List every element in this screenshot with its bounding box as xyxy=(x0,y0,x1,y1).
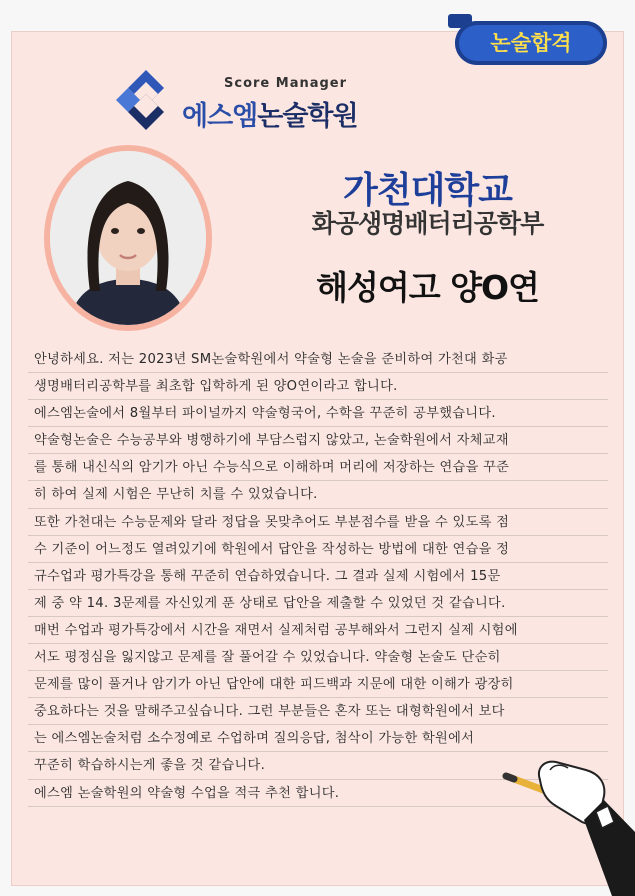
logo-subtitle: Score Manager xyxy=(224,76,348,91)
hand-with-pen-icon xyxy=(500,740,635,896)
logo-name-part1: 에스엠 xyxy=(182,101,258,132)
student-portrait-icon xyxy=(50,151,206,325)
department-name: 화공생명배터리공학부 xyxy=(311,209,544,238)
letter-line: 문제를 많이 풀거나 암기가 아닌 답안에 대한 피드백과 지문에 대한 이해가 광장히 xyxy=(28,671,608,698)
letter-line: 생명배터리공학부를 최초합 입학하게 된 양O연이라고 합니다. xyxy=(28,373,608,400)
letter-line: 제 중 약 14. 3문제를 자신있게 푼 상태로 답안을 제출할 수 있었던 것 같습니다. xyxy=(28,590,608,617)
letter-line: 에스엠논술에서 8월부터 파이널까지 약술형국어, 수학을 꾸준히 공부했습니다. xyxy=(28,400,608,427)
letter-line: 또한 가천대는 수능문제와 달라 정답을 못맞추어도 부분점수를 받을 수 있도록 점 xyxy=(28,509,608,536)
logo-name-part2: 논술학원 xyxy=(257,101,358,132)
letter-line: 수 기준이 어느정도 열려있기에 학원에서 답안을 작성하는 방법에 대한 연습을 정 xyxy=(28,536,608,563)
sm-logo-icon xyxy=(114,68,178,132)
letter-line: 매번 수업과 평가특강에서 시간을 재면서 실제처럼 공부해와서 그런지 실제 시험에 xyxy=(28,617,608,644)
letter-line: 는 에스엠논술처럼 소수정예로 수업하며 질의응답, 첨삭이 가능한 학원에서 xyxy=(28,725,608,752)
letter-line: 안녕하세요. 저는 2023년 SM논술학원에서 약술형 논술을 준비하여 가천대 화공 xyxy=(28,346,608,373)
letter-line: 에스엠 논술학원의 약술형 수업을 적극 추천 합니다. xyxy=(28,780,608,807)
letter-line: 중요하다는 것을 말해주고싶습니다. 그런 부분들은 혼자 또는 대형학원에서 보다 xyxy=(28,698,608,725)
testimonial-letter xyxy=(28,346,608,807)
logo-name xyxy=(182,94,358,133)
university-name: 가천대학교 xyxy=(343,170,512,211)
pass-badge: 논술합격 xyxy=(455,21,607,65)
student-name: 해성여고 양O연 xyxy=(316,268,539,307)
letter-line: 꾸준히 학습하시는게 좋을 것 같습니다. xyxy=(28,752,608,779)
letter-line: 서도 평정심을 잃지않고 문제를 잘 풀어갈 수 있었습니다. 약술형 논술도 단순히 xyxy=(28,644,608,671)
letter-line: 히 하여 실제 시험은 무난히 치를 수 있었습니다. xyxy=(28,481,608,508)
student-photo xyxy=(50,151,206,325)
letter-line: 규수업과 평가특강을 통해 꾸준히 연습하였습니다. 그 결과 실제 시험에서 15문 xyxy=(28,563,608,590)
letter-line: 를 통해 내신식의 암기가 아닌 수능식으로 이해하며 머리에 저장하는 연습을 꾸준 xyxy=(28,454,608,481)
letter-line: 약술형논술은 수능공부와 병행하기에 부담스럽지 않았고, 논술학원에서 자체교재 xyxy=(28,427,608,454)
academy-logo xyxy=(114,68,394,138)
